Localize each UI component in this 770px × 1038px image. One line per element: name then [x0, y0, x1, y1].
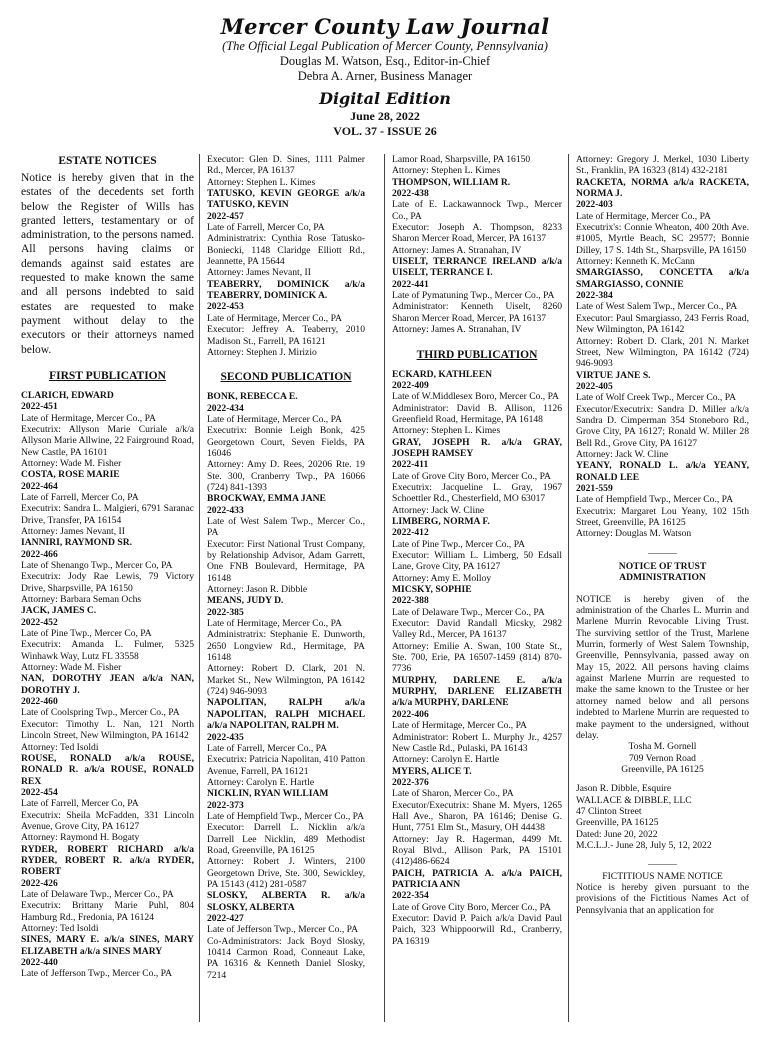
column-divider — [568, 154, 569, 1022]
estate-entry-heading: 2022-453 — [207, 301, 244, 313]
notice-text: Late of Hermitage, Mercer Co., PA — [207, 413, 342, 425]
notice-text: Executrix: Jacqueline L. Gray, 1967 Schoettler Rd., Chesterfield, MO 63017 — [392, 481, 562, 505]
estate-entry-heading: THOMPSON, WILLIAM R. — [392, 176, 511, 188]
estate-entry-heading: TEABERRY, DOMINICK a/k/a TEABERRY, DOMINICK A. — [207, 278, 365, 302]
edition-label: Digital Edition — [319, 89, 451, 108]
notice-text: Attorney: James A. Stranahan, IV — [392, 324, 522, 336]
notice-text: Executor: David P. Paich a/k/a David Paul Paich, 323 Whippoorwill Rd., Cranberry, PA 16319 — [392, 913, 562, 947]
estate-entry-heading: 2022-354 — [392, 890, 429, 902]
notice-text: Late of Shenango Twp., Mercer Co, PA — [21, 560, 173, 572]
notice-text: Attorney: Emilie A. Swan, 100 State St., Ste. 700, Erie, PA 16507-1459 (814) 870-7736 — [392, 640, 562, 675]
estate-entry-heading: COSTA, ROSE MARIE — [21, 469, 120, 481]
estate-entry-heading: 2022-376 — [392, 776, 429, 788]
estate-entry-heading: MICSKY, SOPHIE — [392, 584, 472, 596]
notice-text: Attorney: Robert D. Clark, 201 N. Market Street, New Wilmington, PA 16142 (724) 946-9093 — [576, 335, 749, 370]
column-2 — [207, 154, 365, 981]
notice-text: Late of Hermitage, Mercer Co., PA — [21, 412, 156, 424]
notice-text: Late of West Salem Twp., Mercer Co., PA — [207, 515, 365, 539]
estate-entry-heading: BONK, REBECCA E. — [207, 391, 298, 403]
notice-text: M.C.L.J.- June 28, July 5, 12, 2022 — [576, 839, 712, 851]
notice-text: Attorney: Jack W. Cline — [392, 504, 485, 516]
estate-entry-heading: 2022-441 — [392, 278, 429, 290]
notice-text: WALLACE & DIBBLE, LLC — [576, 794, 692, 806]
estate-entry-heading: 2022-406 — [392, 708, 429, 720]
notice-text: Executor: Glen D. Sines, 1111 Palmer Rd., Mercer, PA 16137 — [207, 154, 365, 177]
notice-text: Late of Hempfield Twp., Mercer Co., PA — [207, 810, 365, 822]
notice-line-centered: FICTITIOUS NAME NOTICE — [602, 870, 723, 882]
estate-entry-heading: CLARICH, EDWARD — [21, 389, 114, 401]
notice-text: Attorney: James A. Stranahan, IV — [392, 244, 522, 256]
notice-text: Executrix: Sandra L. Malgieri, 6791 Saranac Drive, Transfer, PA 16154 — [21, 503, 194, 526]
notice-text: Late of E. Lackawannock Twp., Mercer Co., PA — [392, 199, 562, 222]
notice-text: Attorney: Jay R. Hagerman, 4499 Mt. Royal Blvd., Allison Park, PA 15101 (412)486-6624 — [392, 833, 562, 868]
notice-text: Executrix: Margaret Lou Yeany, 102 15th Street, Greenville, PA 16125 — [576, 505, 749, 528]
estate-entry-heading: 2022-384 — [576, 290, 613, 302]
notice-text: Late of Grove City Boro, Mercer Co., PA — [392, 470, 551, 482]
notice-text: Administrator: Robert L. Murphy Jr., 4257 New Castle Rd., Pulaski, PA 16143 — [392, 731, 562, 754]
notice-text: Attorney: Amy E. Molloy — [392, 572, 492, 584]
estate-entry-heading: RYDER, ROBERT RICHARD a/k/a RYDER, ROBERT R. a/k/a RYDER, ROBERT — [21, 843, 194, 878]
column-3 — [392, 154, 562, 947]
notice-text: Administratrix: Stephanie E. Dunworth, 2650 Longview Rd., Hermitage, PA 16148 — [207, 629, 365, 664]
estate-entry-heading: 2022-426 — [21, 877, 58, 889]
estate-entry-heading: RACKETA, NORMA a/k/a RACKETA, NORMA J. — [576, 176, 749, 200]
notice-text: Late of Jefferson Twp., Mercer Co., PA — [21, 968, 173, 980]
notice-text: Executor: First National Trust Company, by Relationship Advisor, Adam Garrett, One FNB Boulevard, Hermitage, PA 16148 — [207, 538, 365, 584]
notice-text: Attorney: Ted Isoldi — [21, 923, 99, 935]
notice-text: Attorney: Stephen L. Kimes — [392, 425, 501, 437]
notice-text: Late of Delaware Twp., Mercer Co., PA — [21, 888, 174, 900]
estate-entry-heading: 2022-460 — [21, 696, 58, 708]
publication-heading: SECOND PUBLICATION — [220, 371, 352, 384]
estate-entry-heading: 2022-434 — [207, 402, 244, 414]
notice-text: Co-Administrators: Jack Boyd Slosky, 10414 Carmon Road, Conneaut Lake, PA 16316 & Kenneth Daniel Slosky, 7214 — [207, 935, 365, 981]
notice-text: Attorney: Carolyn E. Hartle — [207, 776, 315, 788]
notice-text: Administratrix: Cynthia Rose Tatusko-Boniecki, 1148 Claridge Elliott Rd., Jeannette, PA 15644 — [207, 233, 365, 268]
estate-entry-heading: IANNIRI, RAYMOND SR. — [21, 537, 133, 549]
notice-heading: NOTICE OF TRUST ADMINISTRATION — [618, 561, 707, 584]
notice-text: Late of Farrell, Mercer Co, PA — [207, 222, 325, 234]
notice-text: Executor: Paul Smargiasso, 243 Ferris Road, New Wilmington, PA 16142 — [576, 312, 749, 336]
estate-entry-heading: 2022-405 — [576, 380, 613, 392]
notice-text: Attorney: Robert D. Clark, 201 N. Market St., New Wilmington, PA 16142 (724) 946-9093 — [207, 663, 365, 698]
estate-entry-heading: GRAY, JOSEPH R. a/k/a GRAY, JOSEPH RAMSEY — [392, 436, 562, 459]
estate-entry-heading: 2022-385 — [207, 606, 244, 618]
estate-entry-heading: 2022-411 — [392, 459, 429, 471]
estate-entry-heading: NICKLIN, RYAN WILLIAM — [207, 788, 329, 800]
manager-line: Debra A. Arner, Business Manager — [297, 69, 473, 83]
estate-entry-heading: 2022-438 — [392, 188, 429, 200]
column-divider — [384, 154, 385, 1022]
journal-title: Mercer County Law Journal — [220, 14, 550, 39]
notice-text: Attorney: Stephen L. Kimes — [392, 165, 501, 177]
estate-entry-heading: NAN, DOROTHY JEAN a/k/a NAN, DOROTHY J. — [21, 673, 194, 696]
notice-text: Late of Hermitage, Mercer Co., PA — [207, 618, 342, 630]
notice-text: Attorney: Carolyn E. Hartle — [392, 754, 500, 766]
estate-entry-heading: 2022-403 — [576, 199, 613, 211]
estate-entry-heading: 2021-559 — [576, 482, 613, 494]
notice-line-centered: Tosha M. Gornell — [628, 741, 697, 753]
notice-text: Attorney: Ted Isoldi — [21, 741, 99, 753]
notice-intro: Notice is hereby given that in the estates of the decedents set forth below the Register of Wills has granted letters, testamentary or of administration, to the persons named. All persons having claims or demands against said estates are requested to make known the same and all persons indebted to said estates are requested to make payment without delay to the executors or their attorneys named below. — [21, 172, 194, 356]
notice-text: Late of Hempfield Twp., Mercer Co., PA — [576, 494, 734, 506]
notice-text: Executrix: Sheila McFadden, 331 Lincoln Avenue, Grove City, PA 16127 — [21, 809, 194, 832]
estate-entry-heading: SLOSKY, ALBERTA R. a/k/a SLOSKY, ALBERTA — [207, 890, 365, 913]
journal-subtitle: (The Official Legal Publication of Mercer County, Pennsylvania) — [222, 39, 548, 53]
column-1 — [21, 154, 194, 980]
estate-entry-heading: 2022-466 — [21, 548, 58, 560]
notice-text: Executor/Executrix: Shane M. Myers, 1265 Hall Ave., Sharon, PA 16146; Denise G. Hunt, 7751 Elm St., Masury, OH 44438 — [392, 799, 562, 834]
notice-text: Late of Sharon, Mercer Co., PA — [392, 788, 514, 800]
notice-text: Attorney: Robert J. Winters, 2100 Georgetown Drive, Ste. 300, Sewickley, PA 15143 (412) 281-0587 — [207, 856, 365, 890]
notice-text: Late of Hermitage, Mercer Co., PA — [207, 312, 342, 324]
notice-text: Dated: June 20, 2022 — [576, 828, 658, 840]
editor-line: Douglas M. Watson, Esq., Editor-in-Chief — [279, 54, 491, 68]
notice-text: Executrix: Jody Rae Lewis, 79 Victory Drive, Sharpsville, PA 16150 — [21, 571, 194, 594]
notice-text: Attorney: Kenneth K. McCann — [576, 256, 695, 268]
notice-text: Greenville, PA 16125 — [576, 817, 659, 829]
estate-entry-heading: VIRTUE JANE S. — [576, 369, 651, 381]
notice-text: Executrix: Brittany Marie Puhl, 804 Hamburg Rd., Fredonia, PA 16124 — [21, 900, 194, 923]
estate-entry-heading: SMARGIASSO, CONCETTA a/k/a SMARGIASSO, CONNIE — [576, 267, 749, 290]
notice-text: Administrator: Kenneth Uiselt, 8260 Sharon Mercer Road, Mercer, PA 16137 — [392, 301, 562, 324]
column-4 — [576, 154, 749, 916]
estate-entry-heading: PAICH, PATRICIA A. a/k/a PAICH, PATRICIA ANN — [392, 867, 562, 890]
notice-text: Late of W.Middlesex Boro, Mercer Co., PA — [392, 391, 559, 403]
estate-entry-heading: 2022-454 — [21, 786, 58, 798]
issue-date: June 28, 2022 — [350, 109, 420, 123]
notice-text: Late of Farrell, Mercer Co, PA — [21, 798, 139, 810]
estate-entry-heading: 2022-435 — [207, 731, 244, 743]
estate-entry-heading: BROCKWAY, EMMA JANE — [207, 493, 326, 505]
estate-entry-heading: MURPHY, DARLENE E. a/k/a MURPHY, DARLENE ELIZABETH a/k/a MURPHY, DARLENE — [392, 674, 562, 709]
notice-text: Attorney: Barbara Seman Ochs — [21, 594, 142, 606]
notice-text: Attorney: Amy D. Rees, 20206 Rte. 19 Ste. 300, Cranberry Twp., PA 16066 (724) 841-1393 — [207, 459, 365, 493]
notice-text: Late of Pine Twp., Mercer Co, PA — [21, 628, 152, 640]
estate-entry-heading: 2022-451 — [21, 401, 58, 413]
notice-text: Executor: Joseph A. Thompson, 8233 Sharon Mercer Road, Mercer, PA 16137 — [392, 222, 562, 245]
estate-entry-heading: TATUSKO, KEVIN GEORGE a/k/a TATUSKO, KEVIN — [207, 188, 365, 211]
journal-page — [0, 14, 770, 1038]
notice-text: Late of Pine Twp., Mercer Co., PA — [392, 538, 526, 550]
notice-text: Attorney: Gregory J. Merkel, 1030 Liberty St., Franklin, PA 16323 (814) 432-2181 — [576, 154, 749, 177]
notice-text: Attorney: Wade M. Fisher — [21, 662, 122, 674]
notice-text: Attorney: James Nevant, II — [21, 525, 125, 537]
notice-text: Executor: William L. Limberg, 50 Edsall Lane, Grove City, PA 16127 — [392, 550, 562, 573]
notice-text: Attorney: Stephen L. Kimes — [207, 176, 316, 188]
separator-rule: ——— — [648, 859, 677, 871]
notice-text: Late of Farrell, Mercer Co., PA — [207, 742, 328, 754]
estate-entry-heading: ROUSE, RONALD a/k/a ROUSE, RONALD R. a/k/a ROUSE, RONALD REX — [21, 752, 194, 787]
estate-entry-heading: JACK, JAMES C. — [21, 605, 97, 617]
notice-text: Executrix: Bonnie Leigh Bonk, 425 Georgetown Court, Seven Fields, PA 16046 — [207, 425, 365, 459]
estate-entry-heading: YEANY, RONALD L. a/k/a YEANY, RONALD LEE — [576, 460, 749, 483]
notice-text: Attorney: James Nevant, II — [207, 267, 311, 279]
notice-text: Executor: Timothy L. Nan, 121 North Lincoln Street, New Wilmington, PA 16142 — [21, 718, 194, 742]
notice-text: Executor: David Randall Micsky, 2982 Valley Rd., Mercer, PA 16137 — [392, 618, 562, 641]
notice-text: Late of Hermitage, Mercer Co., PA — [392, 720, 527, 732]
notice-text: Late of Grove City Boro, Mercer Co., PA — [392, 901, 551, 913]
notice-text: Attorney: Raymond H. Bogaty — [21, 832, 140, 844]
notice-line-centered: 709 Vernon Road — [629, 752, 696, 764]
notice-paragraph: Jason R. Dibble, Esquire — [576, 783, 672, 795]
notice-text: Executrix: Patricia Napolitan, 410 Patton Avenue, Farrell, PA 16121 — [207, 754, 365, 777]
notice-text: Notice is hereby given pursuant to the provisions of the Fictitious Names Act of Pennsylvania that an application for — [576, 881, 749, 916]
notice-text: Executrix's: Connie Wheaton, 400 20th Ave. #1005, Myrtle Beach, SC 29577; Bonnie Dilley, 17 S. 14th St., Sharpsville, PA 16150 — [576, 222, 749, 256]
section-heading: ESTATE NOTICES — [58, 155, 157, 167]
estate-entry-heading: 2022-409 — [392, 379, 429, 391]
estate-entry-heading: 2022-464 — [21, 480, 58, 492]
notice-text: Attorney: Wade M. Fisher — [21, 457, 122, 469]
notice-text: Late of Jefferson Twp., Mercer Co., PA — [207, 924, 359, 936]
estate-entry-heading: 2022-440 — [21, 957, 58, 969]
notice-text: Executor: Jeffrey A. Teaberry, 2010 Madison St., Farrell, PA 16121 — [207, 324, 365, 347]
notice-line-centered: Greenville, PA 16125 — [621, 763, 704, 775]
estate-entry-heading: 2022-427 — [207, 913, 244, 924]
publication-heading: THIRD PUBLICATION — [416, 348, 538, 361]
estate-entry-heading: 2022-452 — [21, 616, 58, 628]
notice-text: Executor/Executrix: Sandra D. Miller a/k/a Sandra D. Cimperman 354 Stoneboro Rd., Grove City, PA 16127; Ronald W. Miller 28 Bell Rd., Grove City, PA 16127 — [576, 403, 749, 449]
notice-text: Attorney: Jack W. Cline — [576, 448, 669, 460]
notice-text: Executrix: Amanda L. Fulmer, 5325 Winhawk Way, Lutz FL 33558 — [21, 639, 194, 662]
publication-heading: FIRST PUBLICATION — [49, 369, 166, 382]
estate-entry-heading: LIMBERG, NORMA F. — [392, 515, 490, 527]
notice-text: Late of Farrell, Mercer Co, PA — [21, 491, 139, 503]
notice-text: Executor: Darrell L. Nicklin a/k/a Darrell Lee Nicklin, 489 Methodist Road, Greenville, PA 16125 — [207, 822, 365, 856]
estate-entry-heading: 2022-412 — [392, 527, 429, 539]
notice-text: Attorney: Douglas M. Watson — [576, 528, 692, 540]
notice-text: Attorney: Jason R. Dibble — [207, 584, 308, 596]
estate-entry-heading: MEANS, JUDY D. — [207, 595, 284, 607]
separator-rule: ——— — [648, 547, 677, 559]
notice-text: 47 Clinton Street — [576, 805, 642, 817]
estate-entry-heading: UISELT, TERRANCE IRELAND a/k/a UISELT, TERRANCE I. — [392, 256, 562, 279]
notice-text: Late of Wolf Creek Twp., Mercer Co., PA — [576, 392, 737, 404]
notice-text: Late of Pymatuning Twp., Mercer Co., PA — [392, 290, 555, 302]
estate-entry-heading: ECKARD, KATHLEEN — [392, 368, 493, 380]
estate-entry-heading: NAPOLITAN, RALPH a/k/a NAPOLITAN, RALPH MICHAEL a/k/a NAPOLITAN, RALPH M. — [207, 697, 365, 732]
notice-text: Administrator: David B. Allison, 1126 Greenfield Road, Hermitage, PA 16148 — [392, 402, 562, 425]
estate-entry-heading: 2022-433 — [207, 504, 244, 516]
notice-text: Executrix: Allyson Marie Curiale a/k/a Allyson Marie Allwine, 22 Fairground Road, New Castle, PA 16101 — [21, 423, 194, 458]
estate-entry-heading: 2022-373 — [207, 799, 244, 811]
column-divider — [199, 154, 200, 1022]
notice-text: Late of Hermitage, Mercer Co., PA — [576, 210, 711, 222]
estate-entry-heading: SINES, MARY E. a/k/a SINES, MARY ELIZABETH a/k/a SINES MARY — [21, 934, 194, 957]
notice-text: Late of Coolspring Twp., Mercer Co., PA — [21, 707, 180, 719]
notice-text: Late of West Salem Twp., Mercer Co., PA — [576, 301, 738, 313]
estate-entry-heading: MYERS, ALICE T. — [392, 765, 472, 777]
volume-issue: VOL. 37 - ISSUE 26 — [333, 124, 437, 138]
notice-text: Attorney: Stephen J. Mirizio — [207, 346, 317, 358]
estate-entry-heading: 2022-457 — [207, 210, 244, 222]
estate-entry-heading: 2022-388 — [392, 595, 429, 607]
masthead — [0, 14, 770, 138]
notice-text: Lamor Road, Sharpsville, PA 16150 — [392, 154, 531, 165]
notice-text: Late of Delaware Twp., Mercer Co., PA — [392, 606, 545, 618]
notice-paragraph: NOTICE is hereby given of the administration of the Charles L. Murrin and Marlene Murrin Revocable Living Trust. The surviving settlor of the Trust, Marlene Murrin, formerly of West Salem Township, Greenville, Pennsylvania, passed away on May 15, 2022. All persons having claims against Marlene Murrin are requested to make the same known to the Trustee or her attorney named below and all persons indebted to Marlene Murrin are requested to make payment to the undersigned, without delay. — [576, 593, 749, 741]
